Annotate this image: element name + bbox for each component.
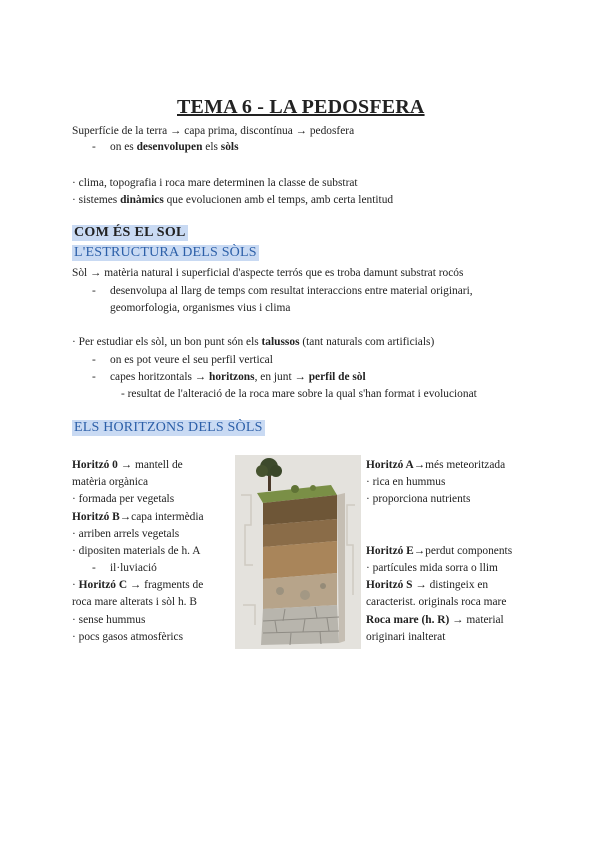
horitzo-c-line-3: · sense hummus — [72, 614, 146, 626]
horitzo-a-line-3: · proporciona nutrients — [366, 493, 471, 505]
horitzo-e: Horitzó E→perdut components — [366, 545, 513, 557]
page-title: TEMA 6 - LA PEDOSFERA — [177, 96, 425, 118]
perfil-dash-1: - — [92, 354, 96, 366]
resultat-line: - resultat de l'alteració de la roca mare sobre la qual s'han format i evolucionat — [121, 388, 477, 400]
intro-bullet-1: · clima, topografia i roca mare determinen la classe de substrat — [72, 177, 358, 189]
horitzo-b-dash: - — [92, 562, 96, 574]
sol-line-3: geomorfologia, organismes vius i clima — [110, 302, 291, 314]
intro-line-2: on es desenvolupen els sòls — [110, 141, 239, 153]
horitzo-c: · Horitzó C → fragments de — [72, 579, 204, 591]
horitzo-b: Horitzó B→capa intermèdia — [72, 511, 204, 523]
horitzo-s-line-2: caracterist. originals roca mare — [366, 596, 507, 608]
horitzo-b-line-2: · arriben arrels vegetals — [72, 528, 180, 540]
horitzo-a: Horitzó A→més meteoritzada — [366, 459, 506, 471]
roca-mare: Roca mare (h. R) → material — [366, 614, 504, 626]
intro-bullet-2: · sistemes dinàmics que evolucionen amb el temps, amb certa lentitud — [72, 194, 394, 206]
horitzo-e-line-2: · partícules mida sorra o llim — [366, 562, 498, 574]
horitzo-a-line-2: · rica en hummus — [366, 476, 446, 488]
horitzo-0-line-3: · formada per vegetals — [72, 493, 175, 505]
soil-profile-illustration — [235, 455, 361, 649]
roca-mare-line-2: originari inalterat — [366, 631, 446, 643]
sol-dash: - — [92, 285, 96, 297]
section-heading-com-es-el-sol: COM ÉS EL SOL — [74, 225, 186, 240]
horitzo-b-line-3: · dipositen materials de h. A — [72, 545, 201, 557]
intro-dash: - — [92, 141, 96, 153]
perfil-line: on es pot veure el seu perfil vertical — [110, 354, 273, 366]
subheading-estructura: L'ESTRUCTURA DELS SÒLS — [74, 245, 257, 260]
capes-dash: - — [92, 371, 96, 383]
horitzo-c-line-2: roca mare alterats i sòl h. B — [72, 596, 197, 608]
soil-profile-image — [235, 455, 361, 649]
horitzo-s: Horitzó S → distingeix en — [366, 579, 489, 591]
sol-line-2: desenvolupa al llarg de temps com resultat interaccions entre material originari, — [110, 285, 473, 297]
intro-line-1: Superfície de la terra → capa prima, discontínua → pedosfera — [72, 125, 355, 137]
horitzo-0: Horitzó 0 → mantell de — [72, 459, 183, 471]
capes-line: capes horitzontals → horitzons, en junt → perfil de sòl — [110, 371, 366, 383]
horitzo-b-line-4: il·luviació — [110, 562, 157, 574]
sol-definition: Sòl → matèria natural i superficial d'aspecte terrós que es troba damunt substrat rocós — [72, 267, 464, 279]
talussos-line: · Per estudiar els sòl, un bon punt són els talussos (tant naturals com artificials) — [72, 336, 435, 348]
section-heading-horitzons: ELS HORITZONS DELS SÒLS — [74, 420, 263, 435]
horitzo-0-line-2: matèria orgànica — [72, 476, 149, 488]
horitzo-c-line-4: · pocs gasos atmosfèrics — [72, 631, 184, 643]
